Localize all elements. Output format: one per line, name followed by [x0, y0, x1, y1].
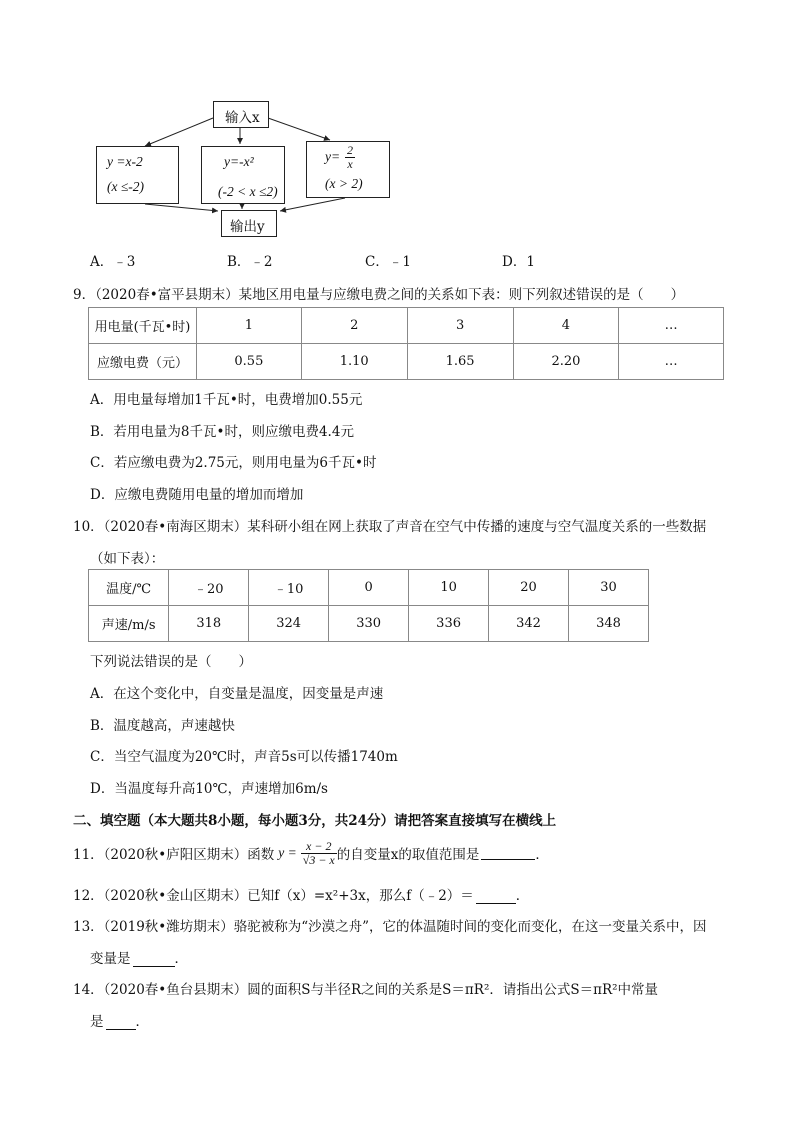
q8-option-d: D．1 — [502, 254, 535, 270]
q10-question: 下列说法错误的是（ ） — [90, 654, 252, 670]
q11-y: y = — [278, 845, 297, 860]
table-cell: 30 — [569, 570, 649, 606]
left-branch-box — [96, 146, 179, 204]
q10-option-d: D．当温度每升高10℃，声速增加6m/s — [90, 781, 328, 797]
q9-option-a: A．用电量每增加1千瓦•时，电费增加0.55元 — [90, 392, 363, 408]
table-cell: 0.55 — [196, 344, 301, 380]
table-cell: 3 — [407, 308, 513, 344]
middle-branch-formula: y=-x² — [224, 154, 254, 169]
table-cell: 348 — [569, 606, 649, 642]
q11-prefix: 11．（2020秋•庐阳区期末）函数 — [73, 847, 275, 863]
q14-line1: 14．（2020春•鱼台县期末）圆的面积S与半径R之间的关系是S＝πR²．请指出公式S＝πR²中常量 — [73, 982, 659, 998]
right-branch-fraction — [345, 144, 355, 171]
q13-end: ． — [174, 951, 188, 967]
table-cell: 330 — [329, 606, 409, 642]
q10-stem-line1: 10．（2020春•南海区期末）某科研小组在网上获取了声音在空气中传播的速度与空气温度关系的一些数据 — [73, 519, 707, 535]
q10-option-b: B．温度越高，声速越快 — [90, 718, 235, 734]
table-cell: ﹣20 — [169, 570, 249, 606]
table-cell: 1 — [196, 308, 301, 344]
q9-stem: 9．（2020春•富平县期末）某地区用电量与应缴电费之间的关系如下表：则下列叙述错误的是（ ） — [73, 287, 685, 303]
table-cell: 应缴电费（元） — [89, 344, 197, 380]
right-branch-prefix: y= — [325, 149, 341, 164]
q8-option-b: B．﹣2 — [227, 254, 273, 270]
q9-option-d: D．应缴电费随用电量的增加而增加 — [90, 487, 304, 503]
table-cell: 温度/℃ — [89, 570, 169, 606]
q14-line2 — [90, 1010, 149, 1030]
table-cell: 20 — [489, 570, 569, 606]
middle-branch-box — [201, 146, 285, 204]
q9-option-b: B．若用电量为8千瓦•时，则应缴电费4.4元 — [90, 424, 354, 440]
table-cell: 1.10 — [301, 344, 407, 380]
table-cell: 4 — [513, 308, 619, 344]
flowchart-arrows — [0, 0, 794, 260]
left-branch-formula: y =x-2 — [107, 154, 143, 169]
q13-line1: 13．（2019秋•潍坊期末）骆驼被称为“沙漠之舟”，它的体温随时间的变化而变化，在这一变量关系中，因 — [73, 919, 707, 935]
table-cell: 342 — [489, 606, 569, 642]
table-cell: 318 — [169, 606, 249, 642]
section-heading: 二、填空题（本大题共8小题，每小题3分，共24分）请把答案直接填写在横线上 — [73, 813, 557, 829]
q10-stem-line2: （如下表）： — [90, 551, 165, 567]
q11-numerator: x − 2 — [301, 840, 337, 854]
table-cell: 324 — [249, 606, 329, 642]
table-cell: 336 — [409, 606, 489, 642]
input-label: 输入x — [225, 110, 260, 126]
table-cell: 声速/m/s — [89, 606, 169, 642]
q8-option-c: C．﹣1 — [365, 254, 411, 270]
table-row — [89, 308, 724, 344]
left-branch-condition: (x ≤-2) — [107, 179, 145, 194]
q14-end: ． — [135, 1014, 149, 1030]
table-cell: 10 — [409, 570, 489, 606]
q12-end: ． — [515, 888, 530, 904]
right-branch-den: x — [347, 157, 353, 171]
q14-answer-blank[interactable] — [106, 1017, 136, 1030]
q11-end: ． — [535, 847, 549, 863]
table-cell: 1.65 — [407, 344, 513, 380]
output-label: 输出y — [230, 219, 265, 235]
q11-answer-blank[interactable] — [481, 847, 535, 860]
table-cell: ﹣10 — [249, 570, 329, 606]
table-row — [89, 344, 724, 380]
output-box — [221, 210, 277, 237]
q13-answer-blank[interactable] — [133, 954, 175, 967]
q11-fraction — [301, 840, 337, 867]
q13-line2 — [90, 947, 188, 967]
q11-denominator: √3 − x — [302, 852, 335, 867]
input-box — [213, 101, 269, 128]
table-cell: … — [619, 308, 724, 344]
table-cell: … — [619, 344, 724, 380]
table-cell: 2 — [301, 308, 407, 344]
table-row — [89, 570, 649, 606]
table-cell: 用电量(千瓦•时) — [89, 308, 197, 344]
table-cell: 2.20 — [513, 344, 619, 380]
right-branch-num: 2 — [347, 143, 353, 157]
q9-option-c: C．若应缴电费为2.75元，则用电量为6千瓦•时 — [90, 455, 377, 471]
q14-line2-text: 是 — [90, 1014, 104, 1030]
right-branch-condition: (x > 2) — [325, 176, 363, 191]
q12 — [73, 884, 529, 904]
q10-option-a: A．在这个变化中，自变量是温度，因变量是声速 — [90, 686, 384, 702]
middle-branch-condition: (-2 < x ≤2) — [218, 184, 278, 199]
right-branch-box — [306, 141, 390, 198]
table-cell: 0 — [329, 570, 409, 606]
q9-table — [88, 307, 724, 380]
q12-text: 12．（2020秋•金山区期末）已知f（x）=x²+3x，那么f（﹣2）＝ — [73, 888, 474, 904]
q10-option-c: C．当空气温度为20℃时，声音5s可以传播1740m — [90, 749, 398, 765]
q13-line2-text: 变量是 — [90, 951, 131, 967]
q10-table — [88, 569, 649, 642]
table-row — [89, 606, 649, 642]
q11 — [73, 836, 549, 870]
q11-suffix: 的自变量x的取值范围是 — [336, 847, 480, 863]
q8-option-a: A．﹣3 — [90, 254, 136, 270]
q12-answer-blank[interactable] — [476, 891, 516, 904]
